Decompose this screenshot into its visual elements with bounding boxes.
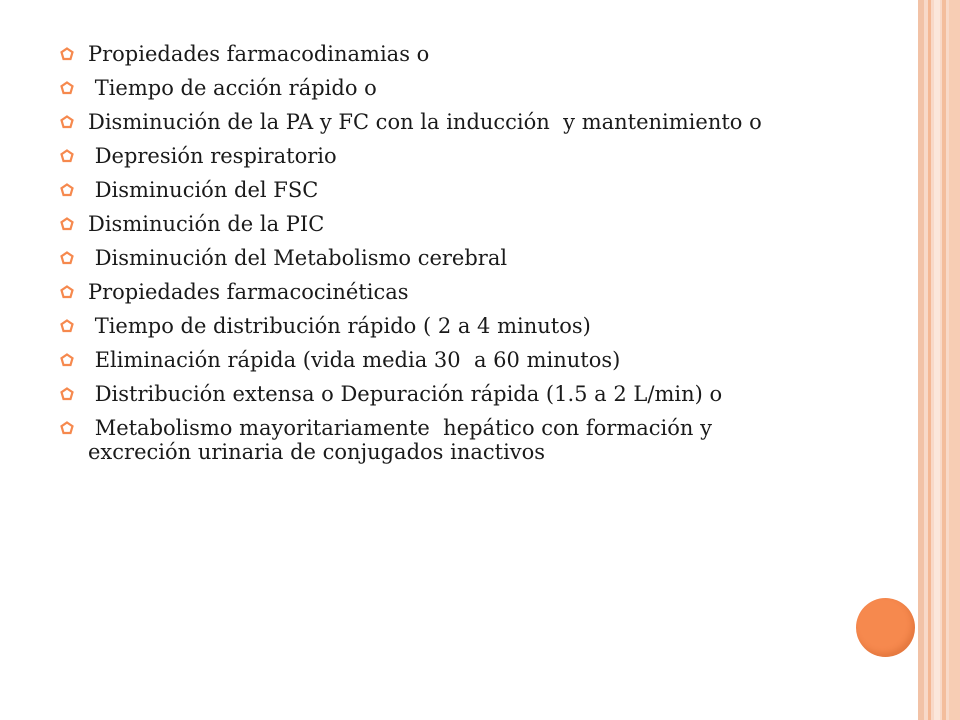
list-item: [60, 348, 820, 372]
bullet-text: Disminución del FSC: [88, 178, 319, 202]
hollow-pentagon-bullet-icon: [60, 81, 74, 95]
hollow-pentagon-bullet-icon: [60, 319, 74, 333]
decorative-stripe: [928, 0, 931, 720]
hollow-pentagon-bullet-icon: [60, 115, 74, 129]
hollow-pentagon-bullet-icon: [60, 47, 74, 61]
hollow-pentagon-bullet-icon: [60, 353, 74, 367]
decorative-stripe: [949, 0, 960, 720]
list-item: [60, 212, 820, 236]
hollow-pentagon-bullet-icon: [60, 149, 74, 163]
list-item: [60, 314, 820, 338]
list-item: [60, 382, 820, 406]
bullet-text: Propiedades farmacocinéticas: [88, 280, 409, 304]
list-item: [60, 42, 820, 66]
list-item: [60, 110, 820, 134]
bullet-text: Disminución de la PA y FC con la inducción y mantenimiento o: [88, 110, 762, 134]
bullet-text: Distribución extensa o Depuración rápida (1.5 a 2 L/min) o: [88, 382, 723, 406]
decorative-orange-circle: [856, 598, 915, 657]
list-item: [60, 76, 820, 100]
hollow-pentagon-bullet-icon: [60, 217, 74, 231]
bullet-text: Disminución del Metabolismo cerebral: [88, 246, 508, 270]
hollow-pentagon-bullet-icon: [60, 285, 74, 299]
list-item: [60, 280, 820, 304]
bullet-text: Tiempo de acción rápido o: [88, 76, 377, 100]
list-item: [60, 144, 820, 168]
bullet-list: [60, 42, 820, 464]
bullet-text: Metabolismo mayoritariamente hepático con formación y excreción urinaria de conjugados inactivos: [88, 416, 719, 464]
list-item: [60, 178, 820, 202]
decorative-stripe: [934, 0, 940, 720]
bullet-text: Depresión respiratorio: [88, 144, 337, 168]
hollow-pentagon-bullet-icon: [60, 387, 74, 401]
hollow-pentagon-bullet-icon: [60, 183, 74, 197]
hollow-pentagon-bullet-icon: [60, 421, 74, 435]
bullet-text: Eliminación rápida (vida media 30 a 60 minutos): [88, 348, 621, 372]
list-item: [60, 246, 820, 270]
list-item: [60, 416, 820, 464]
bullet-text: Disminución de la PIC: [88, 212, 325, 236]
slide-content: [60, 42, 820, 474]
hollow-pentagon-bullet-icon: [60, 251, 74, 265]
decorative-stripe: [918, 0, 924, 720]
bullet-text: Propiedades farmacodinamias o: [88, 42, 430, 66]
decorative-stripe: [942, 0, 946, 720]
bullet-text: Tiempo de distribución rápido ( 2 a 4 minutos): [88, 314, 591, 338]
